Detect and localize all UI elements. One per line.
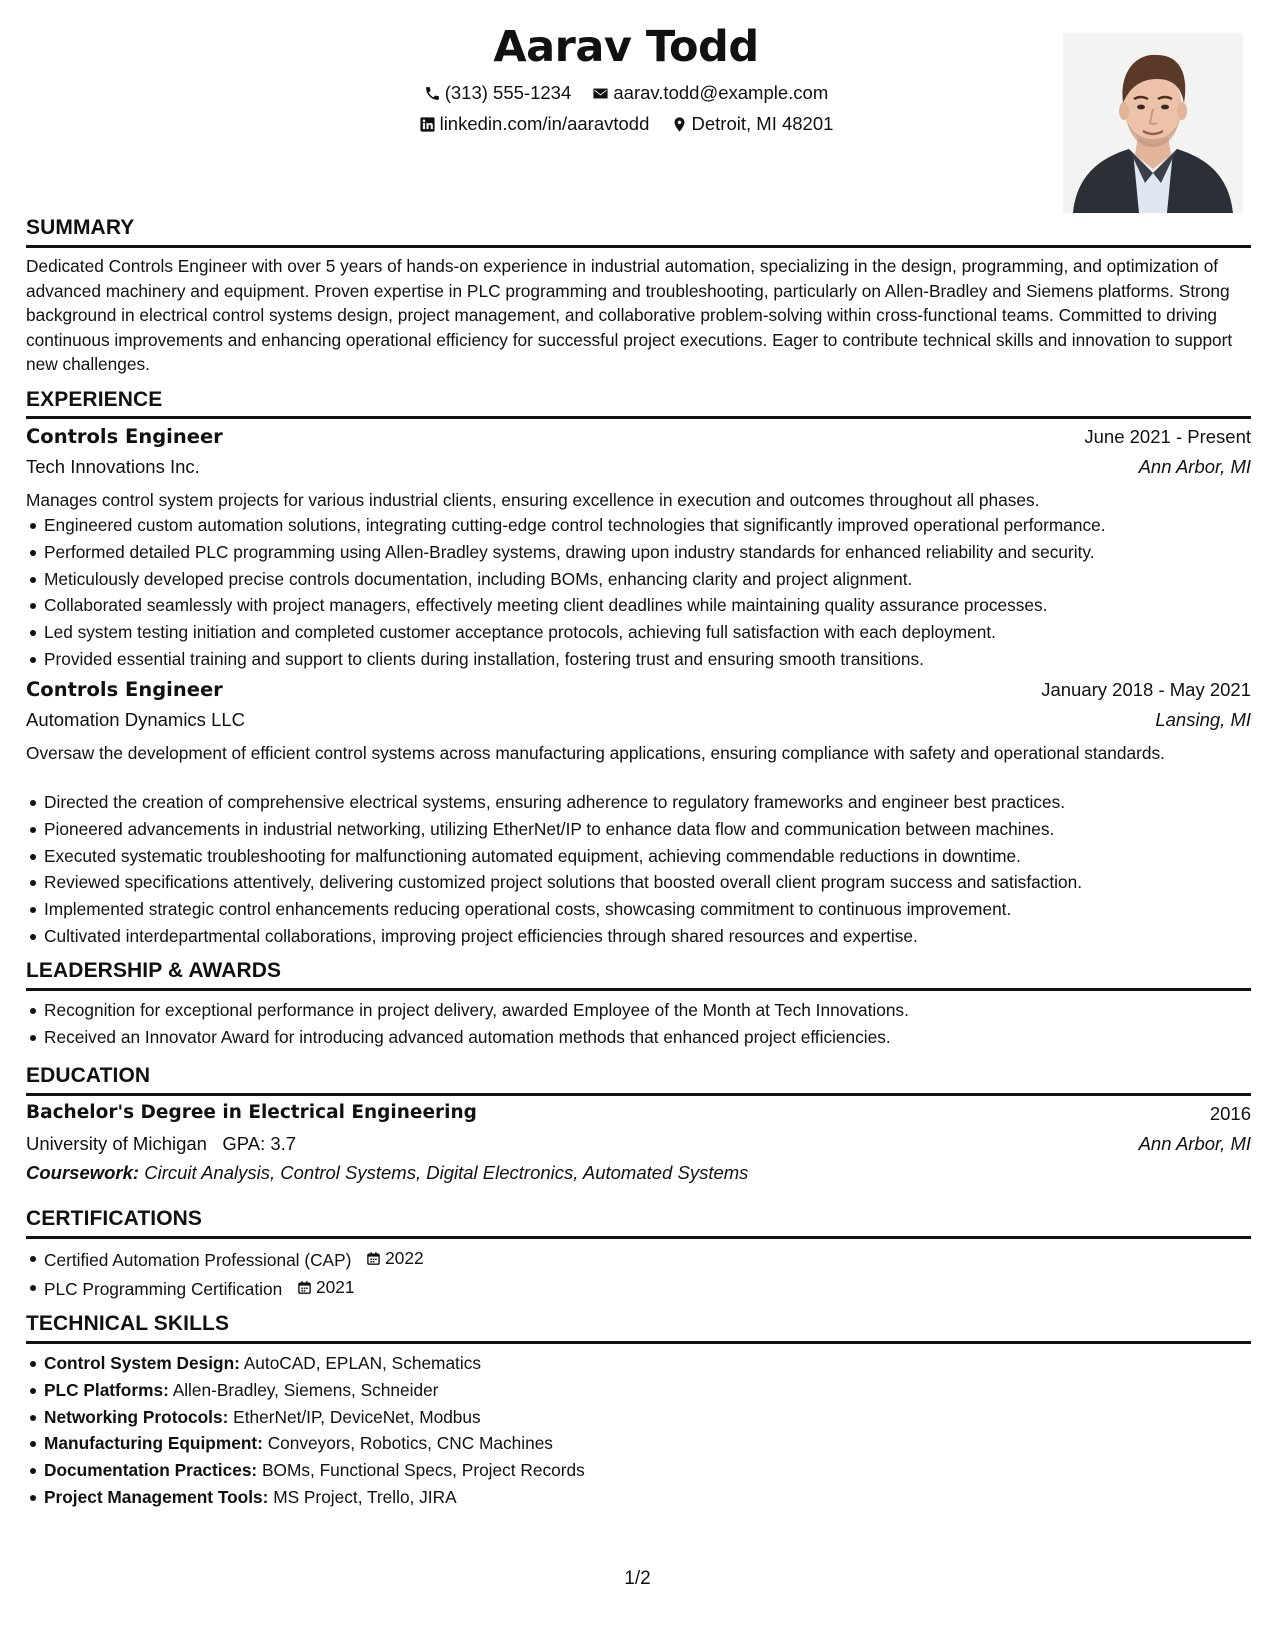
- job-location: Lansing, MI: [1155, 709, 1251, 730]
- skill-label: PLC Platforms:: [44, 1379, 169, 1400]
- job-title: Controls Engineer: [26, 425, 223, 448]
- candidate-name: Aarav Todd: [493, 22, 759, 72]
- certifications-heading: CERTIFICATIONS: [26, 1207, 203, 1230]
- list-item: Directed the creation of comprehensive electrical systems, ensuring adherence to regulatory frameworks and engineer best practices.: [26, 789, 1251, 816]
- skill-label: Project Management Tools:: [44, 1486, 269, 1507]
- cert-date: [297, 1274, 354, 1301]
- list-item: Performed detailed PLC programming using Allen-Bradley systems, drawing upon industry standards for enhanced reliability and security.: [26, 539, 1251, 566]
- cert-date: [366, 1245, 423, 1272]
- degree-title: Bachelor's Degree in Electrical Engineering: [26, 1102, 477, 1123]
- cert-year: 2022: [385, 1248, 424, 1268]
- coursework-line: [26, 1162, 748, 1184]
- contact-email[interactable]: [592, 82, 828, 104]
- skills-heading: TECHNICAL SKILLS: [26, 1312, 230, 1335]
- skill-value: Allen-Bradley, Siemens, Schneider: [172, 1379, 439, 1400]
- job-dates: January 2018 - May 2021: [1041, 679, 1251, 700]
- linkedin-icon: [419, 116, 436, 133]
- contact-phone[interactable]: [424, 82, 572, 104]
- envelope-icon: [592, 85, 609, 102]
- skill-value: AutoCAD, EPLAN, Schematics: [243, 1353, 481, 1373]
- school-name: University of Michigan: [26, 1133, 207, 1154]
- list-item: Meticulously developed precise controls documentation, including BOMs, enhancing clarity and project alignment.: [26, 566, 1251, 593]
- list-item: Received an Innovator Award for introducing advanced automation methods that enhanced project efficiencies.: [26, 1024, 1251, 1051]
- skill-value: BOMs, Functional Specs, Project Records: [262, 1460, 585, 1481]
- job-company: Automation Dynamics LLC: [26, 709, 246, 730]
- experience-heading: EXPERIENCE: [26, 388, 163, 411]
- cert-name: PLC Programming Certification: [44, 1278, 283, 1299]
- job-title: Controls Engineer: [26, 678, 223, 701]
- coursework-label: Coursework:: [26, 1162, 140, 1183]
- map-pin-icon: [671, 116, 688, 133]
- list-item: Implemented strategic control enhancements reducing operational costs, showcasing commitment to continuous improvement.: [26, 896, 1251, 923]
- list-item: Pioneered advancements in industrial networking, utilizing EtherNet/IP to enhance data flow and communication between machines.: [26, 816, 1251, 843]
- school-line: [26, 1133, 296, 1155]
- graduation-year: 2016: [1209, 1103, 1251, 1124]
- certifications-divider: [26, 1236, 1251, 1239]
- calendar-icon: [366, 1251, 381, 1266]
- skill-label: Documentation Practices:: [44, 1460, 258, 1481]
- cert-name: Certified Automation Professional (CAP): [44, 1249, 352, 1270]
- skill-label: Control System Design:: [44, 1353, 240, 1373]
- job-bullets: [26, 512, 1251, 673]
- experience-divider: [26, 416, 1251, 419]
- skill-label: Networking Protocols:: [44, 1406, 229, 1427]
- certifications-list: [26, 1245, 1251, 1302]
- location-text: Detroit, MI 48201: [691, 113, 834, 134]
- profile-photo: [1063, 33, 1243, 213]
- list-item: Engineered custom automation solutions, integrating cutting-edge control technologies that significantly improved operational performance.: [26, 512, 1251, 539]
- summary-heading: SUMMARY: [26, 216, 135, 239]
- list-item: [26, 1457, 1251, 1484]
- job-description: Oversaw the development of efficient control systems across manufacturing applications, ensuring compliance with safety and operational standards.: [26, 743, 1165, 763]
- list-item: Cultivated interdepartmental collaborations, improving project efficiencies through shared resources and expertise.: [26, 923, 1251, 950]
- contact-linkedin[interactable]: [419, 113, 650, 135]
- leadership-heading: LEADERSHIP & AWARDS: [26, 959, 282, 982]
- leadership-bullets: [26, 997, 1251, 1051]
- skill-value: MS Project, Trello, JIRA: [273, 1486, 457, 1507]
- linkedin-text: linkedin.com/in/aaravtodd: [439, 113, 650, 134]
- list-item: [26, 1430, 1251, 1457]
- coursework-list: Circuit Analysis, Control Systems, Digital Electronics, Automated Systems: [144, 1162, 749, 1183]
- education-divider: [26, 1093, 1251, 1096]
- list-item: [26, 1484, 1251, 1511]
- summary-divider: [26, 245, 1251, 248]
- list-item: [26, 1350, 1251, 1377]
- job-company: Tech Innovations Inc.: [26, 456, 200, 477]
- job-description: Manages control system projects for various industrial clients, ensuring excellence in execution and outcomes throughout all phases.: [26, 490, 1040, 510]
- skill-value: EtherNet/IP, DeviceNet, Modbus: [233, 1406, 481, 1427]
- gpa: GPA: 3.7: [222, 1133, 297, 1154]
- skills-list: [26, 1350, 1251, 1511]
- page-number: 1/2: [624, 1568, 651, 1589]
- list-item: Collaborated seamlessly with project managers, effectively meeting client deadlines while maintaining quality assurance processes.: [26, 592, 1251, 619]
- job-bullets: [26, 789, 1251, 950]
- phone-icon: [424, 85, 441, 102]
- calendar-icon: [297, 1280, 312, 1295]
- list-item: [26, 1404, 1251, 1431]
- list-item: Led system testing initiation and completed customer acceptance protocols, achieving full satisfaction with each deployment.: [26, 619, 1251, 646]
- job-location: Ann Arbor, MI: [1138, 456, 1251, 477]
- skills-divider: [26, 1341, 1251, 1344]
- summary-text: Dedicated Controls Engineer with over 5 years of hands-on experience in industrial automation, specializing in the design, programming, and optimization of advanced machinery and equipment. Proven expertise in PLC programming and troubleshooting, particularly on Allen-Bradley and Siemens platforms. Strong background in electrical control systems design, project management, and collaborative problem-solving within cross-functional teams. Committed to driving continuous improvements and enhancing operational efficiency for successful project executions. Eager to contribute technical skills and innovation to support new challenges.: [26, 256, 1233, 374]
- contact-row-secondary: [26, 113, 1226, 138]
- skill-value: Conveyors, Robotics, CNC Machines: [267, 1433, 553, 1454]
- education-heading: EDUCATION: [26, 1064, 151, 1087]
- contact-location: [671, 113, 834, 135]
- leadership-divider: [26, 988, 1251, 991]
- resume-header: [26, 22, 1226, 192]
- list-item: Executed systematic troubleshooting for malfunctioning automated equipment, achieving commendable reductions in downtime.: [26, 843, 1251, 870]
- school-location: Ann Arbor, MI: [1138, 1133, 1251, 1154]
- cert-year: 2021: [316, 1276, 355, 1297]
- skill-label: Manufacturing Equipment:: [44, 1433, 263, 1454]
- phone-text: (313) 555-1234: [444, 82, 572, 103]
- job-dates: June 2021 - Present: [1084, 426, 1251, 447]
- email-text: aarav.todd@example.com: [613, 82, 829, 103]
- list-item: [26, 1377, 1251, 1404]
- contact-row-primary: [26, 82, 1226, 107]
- list-item: Provided essential training and support to clients during installation, fostering trust and ensuring smooth transitions.: [26, 646, 1251, 673]
- list-item: [26, 1245, 1251, 1274]
- list-item: Reviewed specifications attentively, delivering customized project solutions that boosted overall client program success and satisfaction.: [26, 869, 1251, 896]
- list-item: Recognition for exceptional performance in project delivery, awarded Employee of the Month at Tech Innovations.: [26, 997, 1251, 1024]
- list-item: [26, 1274, 1251, 1303]
